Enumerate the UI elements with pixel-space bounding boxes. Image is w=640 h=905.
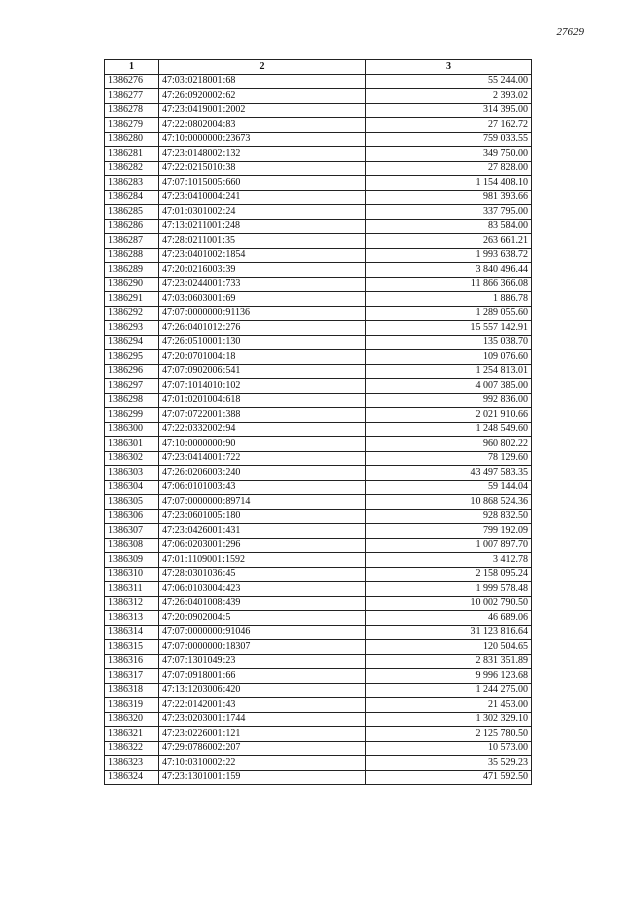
value-cell: 1 886.78: [366, 292, 532, 307]
table-header-row: [105, 60, 532, 75]
cadastral-number-cell: 47:01:0301002:24: [159, 205, 366, 220]
value-cell: 1 244 275.00: [366, 683, 532, 698]
cadastral-number-cell: 47:01:0201004:618: [159, 393, 366, 408]
cadastral-number-cell: 47:06:0101003:43: [159, 480, 366, 495]
cadastral-number-cell: 47:07:0000000:91046: [159, 625, 366, 640]
value-cell: 120 504.65: [366, 640, 532, 655]
value-cell: 1 007 897.70: [366, 538, 532, 553]
cadastral-number-cell: 47:13:1203006:420: [159, 683, 366, 698]
table-row: [105, 306, 532, 321]
column-header-3: 3: [366, 60, 532, 75]
value-cell: 27 162.72: [366, 118, 532, 133]
cadastral-number-cell: 47:07:0722001:388: [159, 408, 366, 423]
row-number-cell: 1386282: [105, 161, 159, 176]
cadastral-number-cell: 47:26:0510001:130: [159, 335, 366, 350]
column-header-2: 2: [159, 60, 366, 75]
table-row: [105, 132, 532, 147]
table-row: [105, 553, 532, 568]
registry-table: [104, 59, 532, 785]
cadastral-number-cell: 47:23:0244001:733: [159, 277, 366, 292]
value-cell: 135 038.70: [366, 335, 532, 350]
row-number-cell: 1386283: [105, 176, 159, 191]
value-cell: 992 836.00: [366, 393, 532, 408]
table-row: [105, 350, 532, 365]
table-row: [105, 480, 532, 495]
cadastral-number-cell: 47:07:0000000:91136: [159, 306, 366, 321]
cadastral-number-cell: 47:07:1014010:102: [159, 379, 366, 394]
cadastral-number-cell: 47:07:1301049:23: [159, 654, 366, 669]
row-number-cell: 1386286: [105, 219, 159, 234]
row-number-cell: 1386276: [105, 74, 159, 89]
cadastral-number-cell: 47:23:0426001:431: [159, 524, 366, 539]
cadastral-number-cell: 47:03:0218001:68: [159, 74, 366, 89]
row-number-cell: 1386289: [105, 263, 159, 278]
row-number-cell: 1386321: [105, 727, 159, 742]
value-cell: 928 832.50: [366, 509, 532, 524]
table-row: [105, 727, 532, 742]
table-row: [105, 364, 532, 379]
value-cell: 10 002 790.50: [366, 596, 532, 611]
value-cell: 1 154 408.10: [366, 176, 532, 191]
value-cell: 1 289 055.60: [366, 306, 532, 321]
table-row: [105, 712, 532, 727]
value-cell: 759 033.55: [366, 132, 532, 147]
cadastral-number-cell: 47:23:0401002:1854: [159, 248, 366, 263]
value-cell: 2 393.02: [366, 89, 532, 104]
table-row: [105, 509, 532, 524]
cadastral-number-cell: 47:07:1015005:660: [159, 176, 366, 191]
cadastral-number-cell: 47:23:0226001:121: [159, 727, 366, 742]
row-number-cell: 1386323: [105, 756, 159, 771]
column-header-1: 1: [105, 60, 159, 75]
value-cell: 15 557 142.91: [366, 321, 532, 336]
value-cell: 78 129.60: [366, 451, 532, 466]
row-number-cell: 1386307: [105, 524, 159, 539]
value-cell: 109 076.60: [366, 350, 532, 365]
table-row: [105, 335, 532, 350]
value-cell: 314 395.00: [366, 103, 532, 118]
row-number-cell: 1386288: [105, 248, 159, 263]
row-number-cell: 1386277: [105, 89, 159, 104]
value-cell: 31 123 816.64: [366, 625, 532, 640]
row-number-cell: 1386315: [105, 640, 159, 655]
row-number-cell: 1386299: [105, 408, 159, 423]
value-cell: 471 592.50: [366, 770, 532, 785]
value-cell: 43 497 583.35: [366, 466, 532, 481]
row-number-cell: 1386319: [105, 698, 159, 713]
row-number-cell: 1386296: [105, 364, 159, 379]
row-number-cell: 1386308: [105, 538, 159, 553]
cadastral-number-cell: 47:26:0206003:240: [159, 466, 366, 481]
row-number-cell: 1386303: [105, 466, 159, 481]
cadastral-number-cell: 47:06:0203001:296: [159, 538, 366, 553]
row-number-cell: 1386293: [105, 321, 159, 336]
cadastral-number-cell: 47:10:0000000:23673: [159, 132, 366, 147]
cadastral-number-cell: 47:10:0310002:22: [159, 756, 366, 771]
table-row: [105, 118, 532, 133]
cadastral-number-cell: 47:07:0000000:18307: [159, 640, 366, 655]
table-row: [105, 379, 532, 394]
cadastral-number-cell: 47:22:0215010:38: [159, 161, 366, 176]
table-row: [105, 248, 532, 263]
value-cell: 55 244.00: [366, 74, 532, 89]
table-row: [105, 437, 532, 452]
table-row: [105, 422, 532, 437]
row-number-cell: 1386305: [105, 495, 159, 510]
table-row: [105, 89, 532, 104]
cadastral-number-cell: 47:23:0419001:2002: [159, 103, 366, 118]
page-number: 27629: [556, 26, 584, 38]
value-cell: 9 996 123.68: [366, 669, 532, 684]
cadastral-number-cell: 47:06:0103004:423: [159, 582, 366, 597]
cadastral-number-cell: 47:22:0142001:43: [159, 698, 366, 713]
cadastral-number-cell: 47:26:0401012:276: [159, 321, 366, 336]
row-number-cell: 1386291: [105, 292, 159, 307]
row-number-cell: 1386302: [105, 451, 159, 466]
cadastral-number-cell: 47:22:0802004:83: [159, 118, 366, 133]
table-row: [105, 161, 532, 176]
cadastral-number-cell: 47:23:0203001:1744: [159, 712, 366, 727]
value-cell: 46 689.06: [366, 611, 532, 626]
row-number-cell: 1386301: [105, 437, 159, 452]
value-cell: 3 412.78: [366, 553, 532, 568]
table-row: [105, 451, 532, 466]
table-row: [105, 147, 532, 162]
row-number-cell: 1386324: [105, 770, 159, 785]
cadastral-number-cell: 47:07:0918001:66: [159, 669, 366, 684]
value-cell: 35 529.23: [366, 756, 532, 771]
table-row: [105, 596, 532, 611]
table-row: [105, 756, 532, 771]
row-number-cell: 1386322: [105, 741, 159, 756]
row-number-cell: 1386314: [105, 625, 159, 640]
table-row: [105, 741, 532, 756]
value-cell: 10 868 524.36: [366, 495, 532, 510]
value-cell: 1 254 813.01: [366, 364, 532, 379]
value-cell: 2 831 351.89: [366, 654, 532, 669]
row-number-cell: 1386281: [105, 147, 159, 162]
cadastral-number-cell: 47:22:0332002:94: [159, 422, 366, 437]
table-row: [105, 393, 532, 408]
table-row: [105, 292, 532, 307]
cadastral-number-cell: 47:29:0786002:207: [159, 741, 366, 756]
value-cell: 1 999 578.48: [366, 582, 532, 597]
table-row: [105, 640, 532, 655]
row-number-cell: 1386312: [105, 596, 159, 611]
value-cell: 1 993 638.72: [366, 248, 532, 263]
row-number-cell: 1386287: [105, 234, 159, 249]
row-number-cell: 1386292: [105, 306, 159, 321]
table-row: [105, 263, 532, 278]
row-number-cell: 1386306: [105, 509, 159, 524]
cadastral-number-cell: 47:03:0603001:69: [159, 292, 366, 307]
row-number-cell: 1386298: [105, 393, 159, 408]
value-cell: 27 828.00: [366, 161, 532, 176]
cadastral-number-cell: 47:28:0301036:45: [159, 567, 366, 582]
cadastral-number-cell: 47:23:0148002:132: [159, 147, 366, 162]
table-row: [105, 683, 532, 698]
row-number-cell: 1386320: [105, 712, 159, 727]
cadastral-number-cell: 47:23:1301001:159: [159, 770, 366, 785]
row-number-cell: 1386309: [105, 553, 159, 568]
table-row: [105, 698, 532, 713]
table-row: [105, 466, 532, 481]
table-row: [105, 611, 532, 626]
table-row: [105, 176, 532, 191]
row-number-cell: 1386316: [105, 654, 159, 669]
cadastral-number-cell: 47:20:0902004:5: [159, 611, 366, 626]
cadastral-number-cell: 47:26:0401008:439: [159, 596, 366, 611]
table-row: [105, 669, 532, 684]
table-row: [105, 538, 532, 553]
row-number-cell: 1386310: [105, 567, 159, 582]
cadastral-number-cell: 47:07:0902006:541: [159, 364, 366, 379]
row-number-cell: 1386290: [105, 277, 159, 292]
table-row: [105, 219, 532, 234]
value-cell: 2 125 780.50: [366, 727, 532, 742]
cadastral-number-cell: 47:23:0410004:241: [159, 190, 366, 205]
cadastral-number-cell: 47:10:0000000:90: [159, 437, 366, 452]
value-cell: 349 750.00: [366, 147, 532, 162]
row-number-cell: 1386317: [105, 669, 159, 684]
table-row: [105, 495, 532, 510]
table-row: [105, 524, 532, 539]
row-number-cell: 1386279: [105, 118, 159, 133]
value-cell: 337 795.00: [366, 205, 532, 220]
row-number-cell: 1386311: [105, 582, 159, 597]
cadastral-number-cell: 47:23:0601005:180: [159, 509, 366, 524]
cadastral-number-cell: 47:13:0211001:248: [159, 219, 366, 234]
row-number-cell: 1386280: [105, 132, 159, 147]
value-cell: 21 453.00: [366, 698, 532, 713]
value-cell: 799 192.09: [366, 524, 532, 539]
value-cell: 1 302 329.10: [366, 712, 532, 727]
row-number-cell: 1386300: [105, 422, 159, 437]
row-number-cell: 1386313: [105, 611, 159, 626]
row-number-cell: 1386278: [105, 103, 159, 118]
value-cell: 4 007 385.00: [366, 379, 532, 394]
value-cell: 1 248 549.60: [366, 422, 532, 437]
value-cell: 263 661.21: [366, 234, 532, 249]
value-cell: 2 158 095.24: [366, 567, 532, 582]
table-row: [105, 770, 532, 785]
table-row: [105, 74, 532, 89]
value-cell: 3 840 496.44: [366, 263, 532, 278]
table-row: [105, 582, 532, 597]
table-row: [105, 654, 532, 669]
cadastral-number-cell: 47:20:0701004:18: [159, 350, 366, 365]
table-row: [105, 234, 532, 249]
value-cell: 960 802.22: [366, 437, 532, 452]
row-number-cell: 1386284: [105, 190, 159, 205]
cadastral-number-cell: 47:20:0216003:39: [159, 263, 366, 278]
value-cell: 83 584.00: [366, 219, 532, 234]
cadastral-number-cell: 47:07:0000000:89714: [159, 495, 366, 510]
value-cell: 11 866 366.08: [366, 277, 532, 292]
table-row: [105, 321, 532, 336]
table-row: [105, 277, 532, 292]
table-row: [105, 190, 532, 205]
row-number-cell: 1386297: [105, 379, 159, 394]
row-number-cell: 1386285: [105, 205, 159, 220]
table-body: [105, 74, 532, 785]
cadastral-number-cell: 47:28:0211001:35: [159, 234, 366, 249]
table-row: [105, 103, 532, 118]
cadastral-number-cell: 47:23:0414001:722: [159, 451, 366, 466]
cadastral-number-cell: 47:26:0920002:62: [159, 89, 366, 104]
table-row: [105, 567, 532, 582]
row-number-cell: 1386304: [105, 480, 159, 495]
value-cell: 10 573.00: [366, 741, 532, 756]
row-number-cell: 1386318: [105, 683, 159, 698]
row-number-cell: 1386295: [105, 350, 159, 365]
cadastral-number-cell: 47:01:1109001:1592: [159, 553, 366, 568]
value-cell: 981 393.66: [366, 190, 532, 205]
table-row: [105, 408, 532, 423]
value-cell: 2 021 910.66: [366, 408, 532, 423]
table-row: [105, 205, 532, 220]
table-row: [105, 625, 532, 640]
value-cell: 59 144.04: [366, 480, 532, 495]
row-number-cell: 1386294: [105, 335, 159, 350]
